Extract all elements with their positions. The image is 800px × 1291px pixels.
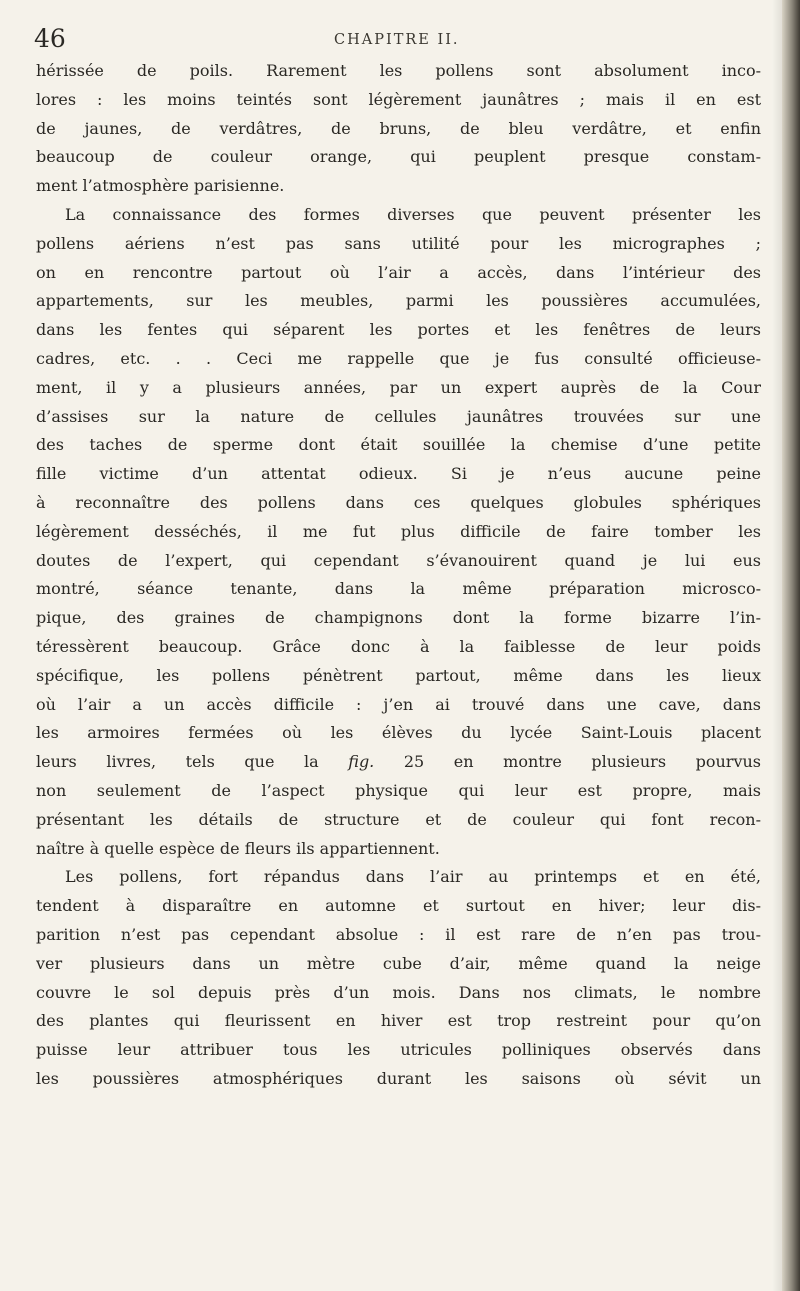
page-edge [782, 0, 800, 1291]
text-line: d’assises sur la nature de cellules jaunâtres trouvées sur une [36, 406, 761, 426]
text-line: lores : les moins teintés sont légèrement jaunâtres ; mais il en est [36, 89, 761, 109]
text-line: les poussières atmosphériques durant les saisons où sévit un [36, 1068, 761, 1088]
text-line: hérissée de poils. Rarement les pollens sont absolument inco- [36, 61, 761, 80]
text-line: on en rencontre partout où l’air a accès, dans l’intérieur des [36, 262, 761, 282]
text-line: pollens aériens n’est pas sans utilité pour les micrographes ; [36, 233, 761, 253]
text-line: naître à quelle espèce de fleurs ils appartiennent. [36, 838, 440, 858]
text-line: des plantes qui fleurissent en hiver est trop restreint pour qu’on [36, 1011, 761, 1031]
text-line: appartements, sur les meubles, parmi les poussières accumulées, [36, 291, 761, 311]
text-fragment: 25 en montre plusieurs pourvus [374, 752, 761, 772]
paragraph [36, 205, 761, 867]
figure-reference: fig. [348, 752, 375, 772]
page-header [34, 24, 754, 64]
paragraph [36, 61, 761, 205]
running-head: CHAPITRE II. [334, 32, 460, 48]
text-line: beaucoup de couleur orange, qui peuplent presque constam- [36, 147, 761, 167]
text-line: des taches de sperme dont était souillée la chemise d’une petite [36, 435, 761, 455]
text-line: téressèrent beaucoup. Grâce donc à la faiblesse de leur poids [36, 636, 761, 656]
text-line: puisse leur attribuer tous les utricules polliniques observés dans [36, 1040, 761, 1060]
text-line: cadres, etc. . . Ceci me rappelle que je fus consulté officieuse- [36, 348, 761, 368]
body-text [36, 61, 761, 1098]
text-line: ver plusieurs dans un mètre cube d’air, même quand la neige [36, 953, 761, 973]
text-line: les armoires fermées où les élèves du lycée Saint-Louis placent [36, 723, 761, 743]
text-line: non seulement de l’aspect physique qui leur est propre, mais [36, 780, 761, 800]
text-fragment: leurs livres, tels que la [36, 752, 349, 772]
text-line: fille victime d’un attentat odieux. Si je n’eus aucune peine [36, 464, 761, 484]
text-line: montré, séance tenante, dans la même préparation microsco- [36, 579, 761, 599]
text-line: ment, il y a plusieurs années, par un expert auprès de la Cour [36, 377, 761, 397]
text-line: à reconnaître des pollens dans ces quelques globules sphériques [36, 492, 761, 512]
text-line: parition n’est pas cependant absolue : il est rare de n’en pas trou- [36, 924, 761, 944]
text-line: La connaissance des formes diverses que peuvent présenter les [65, 204, 761, 224]
text-line: pique, des graines de champignons dont la forme bizarre l’in- [36, 608, 761, 628]
page-number: 46 [34, 24, 66, 53]
text-line: dans les fentes qui séparent les portes et les fenêtres de leurs [36, 320, 761, 340]
page-gutter-shadow [772, 0, 782, 1291]
paragraph [36, 867, 761, 1097]
text-line: où l’air a un accès difficile : j’en ai trouvé dans une cave, dans [36, 694, 761, 714]
text-line: tendent à disparaître en automne et surtout en hiver; leur dis- [36, 896, 761, 916]
text-line: Les pollens, fort répandus dans l’air au printemps et en été, [65, 867, 761, 887]
text-line: ment l’atmosphère parisienne. [36, 176, 285, 196]
text-line: spécifique, les pollens pénètrent partout, même dans les lieux [36, 665, 761, 685]
text-line: présentant les détails de structure et de couleur qui font recon- [36, 809, 761, 829]
text-line: de jaunes, de verdâtres, de bruns, de bleu verdâtre, et enfin [36, 118, 761, 138]
text-line: couvre le sol depuis près d’un mois. Dans nos climats, le nombre [36, 982, 761, 1002]
text-line: doutes de l’expert, qui cependant s’évanouirent quand je lui eus [36, 550, 761, 570]
text-line: légèrement desséchés, il me fut plus difficile de faire tomber les [36, 521, 761, 541]
text-line-with-figure-ref [36, 752, 761, 781]
